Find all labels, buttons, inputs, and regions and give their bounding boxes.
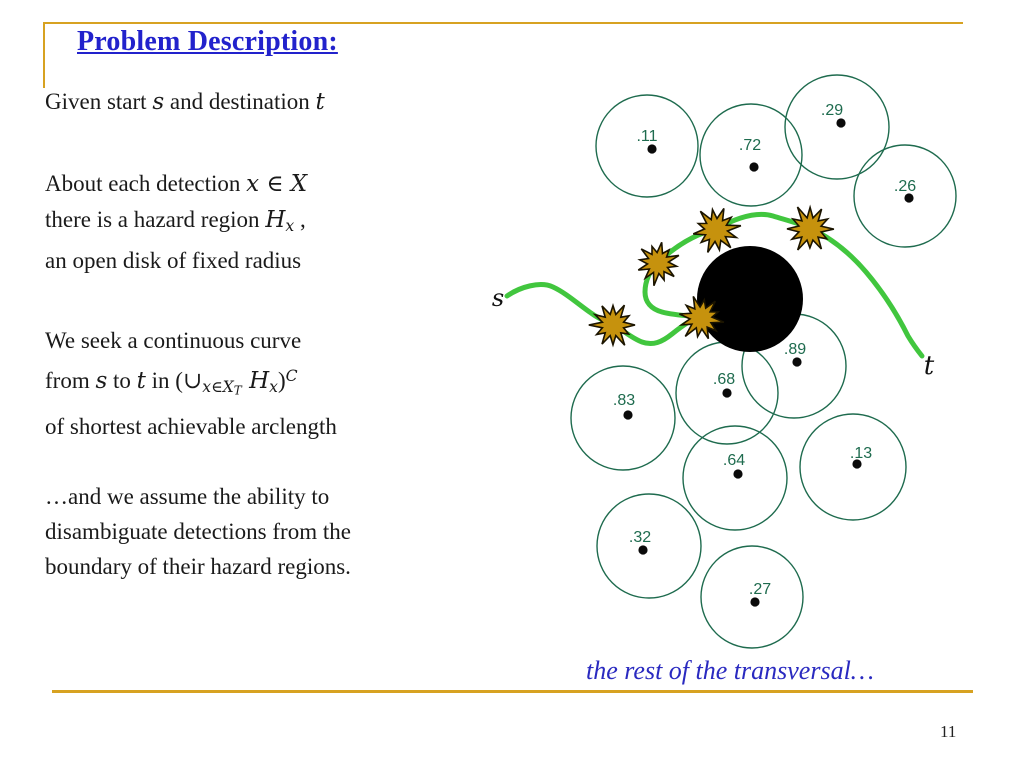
hazard-circle	[800, 414, 906, 520]
hazard-circle	[571, 366, 675, 470]
bottom-accent-rule	[52, 690, 973, 693]
math-run: t	[136, 368, 146, 395]
detection-dot	[733, 469, 742, 478]
start-label: s	[491, 284, 505, 312]
math-run: T	[233, 383, 242, 398]
hazard-circle	[785, 75, 889, 179]
math-run: x ∈ X	[246, 171, 308, 197]
detection-dot	[792, 357, 801, 366]
text-run: there is a hazard region	[45, 207, 266, 232]
hazard-circle	[700, 104, 802, 206]
probability-label: .13	[849, 445, 873, 462]
math-run: C	[285, 366, 298, 385]
text-run: ,	[294, 207, 306, 232]
probability-label: .11	[636, 128, 658, 145]
text-run: in (	[145, 368, 183, 394]
disambiguation-star	[693, 208, 741, 252]
destination-label: t	[923, 351, 935, 381]
probability-label: .29	[820, 102, 844, 119]
math-run: t	[315, 89, 325, 115]
text-run: About each detection	[45, 171, 247, 196]
hazard-circle	[597, 494, 701, 598]
probability-label: .26	[893, 178, 917, 195]
text-run: boundary of their hazard regions.	[45, 554, 351, 579]
probability-label: .72	[738, 137, 762, 154]
detection-dot	[638, 545, 647, 554]
math-run: ∪	[182, 368, 203, 395]
detection-dot	[750, 597, 759, 606]
math-run: H	[241, 368, 270, 395]
text-run: of shortest achievable arclength	[45, 413, 337, 439]
math-run: x∈X	[202, 376, 234, 396]
math-run: x	[269, 376, 278, 396]
text-run: an open disk of fixed radius	[45, 247, 302, 273]
math-run: s	[152, 89, 165, 115]
detection-dot	[722, 388, 731, 397]
text-run: …and we assume the ability to	[45, 484, 330, 509]
disambiguation-star	[589, 305, 635, 345]
probability-label: .64	[722, 452, 746, 469]
probability-label: .68	[712, 371, 736, 388]
detection-dot	[749, 162, 758, 171]
hazard-circle	[683, 426, 787, 530]
math-run: s	[95, 368, 108, 395]
obstacle-disk	[697, 246, 803, 352]
text-run: )	[277, 368, 286, 394]
detection-dot	[647, 144, 656, 153]
text-run: from	[45, 368, 96, 394]
text-run: to	[107, 368, 137, 394]
detection-dot	[623, 410, 632, 419]
hazard-circle	[596, 95, 698, 197]
text-run: and destination	[164, 89, 316, 114]
math-run: H	[265, 207, 286, 233]
probability-label: .89	[783, 341, 807, 358]
probability-label: .83	[612, 392, 636, 409]
text-run: Given start	[45, 89, 153, 114]
page-title: Problem Description:	[77, 26, 338, 57]
probability-label: .27	[748, 581, 772, 598]
math-run: x	[285, 215, 295, 235]
diagram-caption: the rest of the transversal…	[586, 656, 874, 685]
text-run: We seek a continuous curve	[45, 328, 302, 353]
probability-label: .32	[628, 529, 652, 546]
page-number: 11	[940, 722, 957, 741]
disambiguation-star	[787, 207, 834, 250]
text-run: disambiguate detections from the	[45, 519, 351, 544]
detection-dot	[836, 118, 845, 127]
